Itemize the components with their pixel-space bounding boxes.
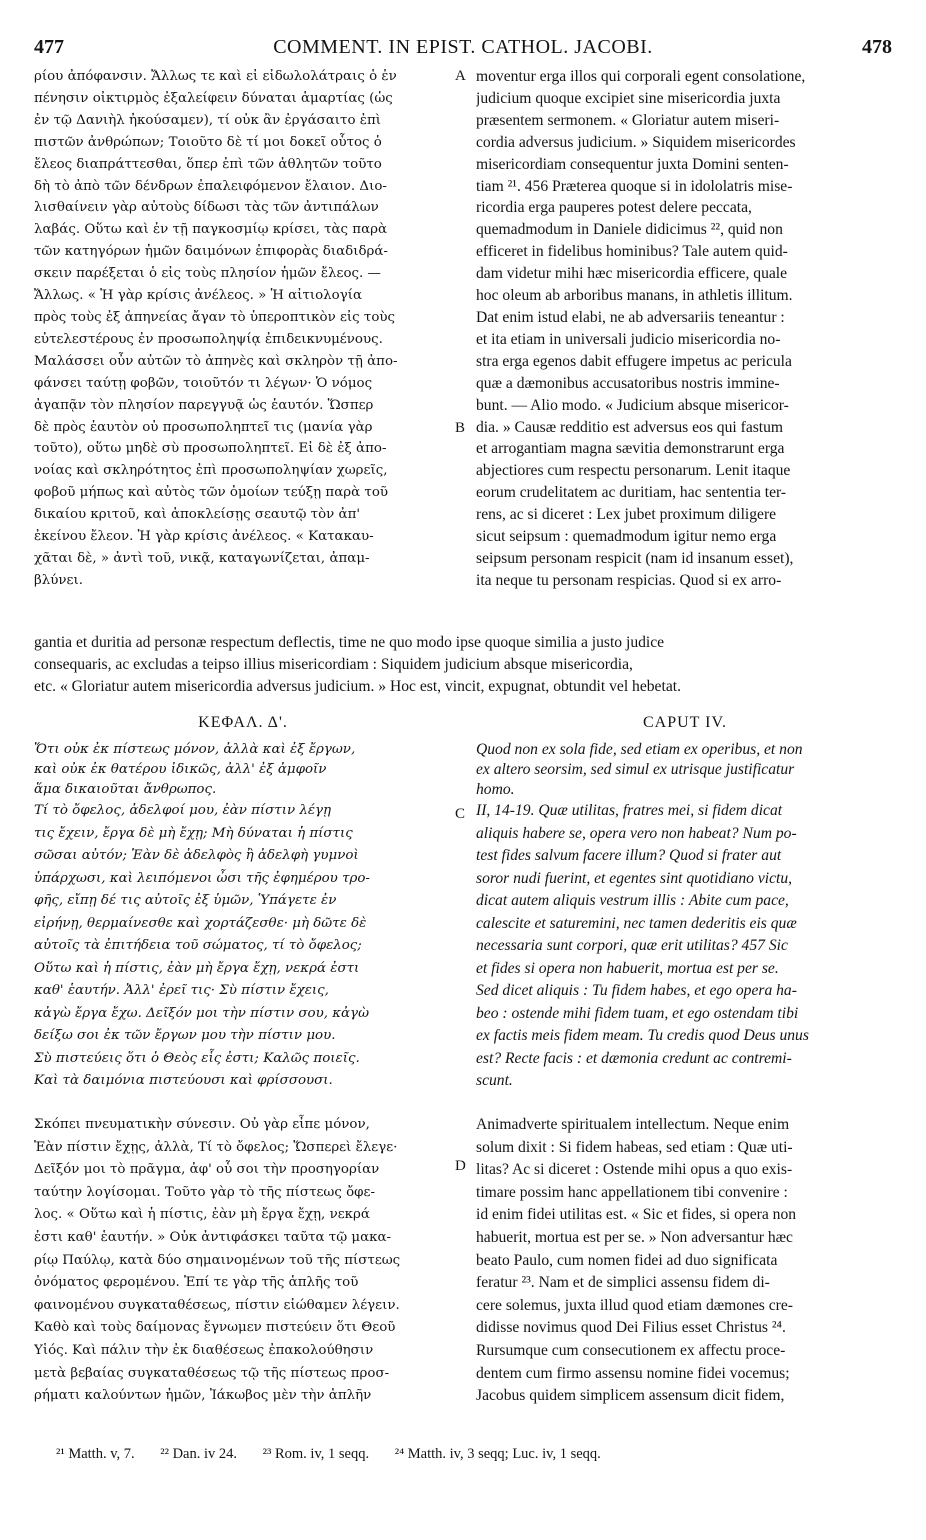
footnote: ²⁴ Matth. iv, 3 seqq; Luc. iv, 1 seqq. — [394, 1446, 601, 1462]
text-line: κἀγὼ ἔργα ἔχω. Δεῖξόν μοι τὴν πίστιν σου, κἀγὼ — [34, 1005, 369, 1021]
text-line: rens, ac si diceret : Lex jubet proximum diligere — [476, 506, 777, 524]
text-line: didisse novimus quod Dei Filius esset Christus ²⁴. — [476, 1319, 786, 1337]
margin-letter-a: A — [455, 68, 466, 84]
text-line: τοῦτο), οὕτω μηδὲ σὺ προσωποληπτεῖ. Εἰ δὲ ἐξ ἀπο- — [34, 441, 387, 457]
text-line: αὐτοῖς τὰ ἐπιτήδεια τοῦ σώματος, τί τὸ ὄφελος; — [34, 938, 362, 953]
text-line: stra erga egenos dabit effugere impetus ac pericula — [476, 352, 792, 370]
footnotes — [56, 1446, 896, 1463]
margin-letter-d: D — [455, 1158, 466, 1174]
text-line: et ita etiam in universali judicio misericordia no- — [476, 330, 781, 348]
text-line: Sed dicet aliquis : Tu fidem habes, et ego opera ha- — [476, 982, 797, 999]
text-line: quæ a dæmonibus accusatoribus nostris immine- — [476, 374, 780, 392]
text-line: Υἱός. Καὶ πάλιν τὴν ἐκ διαθέσεως ἐπακολούθησιν — [34, 1342, 374, 1358]
text-line: et fides si opera non habuerit, mortua est per se. — [476, 959, 779, 977]
running-header — [34, 36, 892, 66]
text-line: Ἐὰν πίστιν ἔχῃς, ἀλλὰ, Τί τὸ ὄφελος; Ὥσπερεὶ ἔλεγε· — [34, 1139, 398, 1155]
text-line: etc. « Gloriatur autem misericordia adversus judicium. » Hoc est, vincit, expugnat, obtundit vel hebetat. — [34, 677, 681, 695]
text-line: ἐστι καθ' ἑαυτήν. » Οὐκ ἀντιφάσκει ταῦτα τῷ μακα- — [34, 1229, 392, 1245]
text-line: timare possim hanc appellationem tibi convenire : — [476, 1183, 788, 1201]
text-line: Σὺ πιστεύεις ὅτι ὁ Θεὸς εἷς ἐστι; Καλῶς ποιεῖς. — [34, 1050, 360, 1066]
footnote: ²¹ Matth. v, 7. — [56, 1446, 135, 1462]
text-line: beato Paulo, cum nomen fidei ad duo significata — [476, 1251, 778, 1269]
greek-commentary-bottom — [34, 1114, 452, 1408]
text-line: Δεῖξόν μοι τὸ πρᾶγμα, ἀφ' οὗ σοι τὴν προσηγορίαν — [34, 1162, 380, 1178]
footnote: ²² Dan. iv 24. — [160, 1446, 238, 1462]
text-line: καθ' ἑαυτήν. Ἀλλ' ἐρεῖ τις· Σὺ πίστιν ἔχεις, — [34, 983, 329, 998]
text-line: Jacobus quidem simplicem assensum dicit fidem, — [476, 1387, 785, 1405]
text-line: dam videtur mihi hæc misericordia efficere, quale — [476, 265, 788, 283]
text-line: πρὸς τοὺς ἐξ ἀπηνείας ἄγαν τὸ ὑπεροπτικὸν εἰς τοὺς — [34, 309, 396, 325]
text-line: cere solemus, juxta illud quod etiam dæmones cre- — [476, 1296, 793, 1314]
text-line: εὐτελεστέρους ἐν προσωποληψίᾳ ἐπιδεικνυμένους. — [34, 331, 383, 347]
text-line: Rursumque cum consecutionem ex affectu proce- — [476, 1341, 786, 1359]
text-line: præsentem sermonem. « Gloriatur autem miseri- — [476, 111, 780, 129]
latin-scripture-text — [476, 800, 894, 1093]
greek-column-top — [34, 66, 452, 592]
text-line: ἐκείνου ἔλεον. Ἡ γὰρ κρίσις ἀνέλεος. « Κατακαυ- — [34, 529, 374, 545]
text-line: sicut seipsum : quemadmodum igitur nemo erga — [476, 528, 777, 546]
text-line: καὶ οὐκ ἐκ θατέρου ἰδικῶς, ἀλλ' ἐξ ἀμφοῖν — [34, 762, 327, 777]
text-line: σῶσαι αὐτόν; Ἐὰν δὲ ἀδελφὸς ἢ ἀδελφὴ γυμνοὶ — [34, 848, 359, 863]
text-line: Quod non ex sola fide, sed etiam ex operibus, et non — [476, 741, 803, 758]
text-line: ρίῳ Παύλῳ, κατὰ δύο σημαινομένων τοῦ τῆς πίστεως — [34, 1252, 401, 1268]
text-line: ἀγαπᾷν τὸν πλησίον παρεγγυᾷ ὡς ἑαυτόν. Ὥσπερ — [34, 397, 374, 413]
text-line: ταύτην λογίσομαι. Τοῦτο γὰρ τὸ τῆς πίστεως ὄφε- — [34, 1184, 375, 1200]
greek-chapter-summary — [34, 740, 452, 800]
footnote: ²³ Rom. iv, 1 seqq. — [262, 1446, 370, 1462]
text-line: est? Recte facis : et dæmonia credunt ac contremi- — [476, 1049, 792, 1067]
text-line: λαβάς. Οὕτω καὶ ἐν τῇ παγκοσμίῳ κρίσει, τὰς παρὰ — [34, 222, 388, 238]
text-line: seipsum personam respicit (nam id insanum esset), — [476, 549, 794, 567]
text-line: φοβοῦ μήπως καὶ αὐτὸς τῶν ὁμοίων τεύξῃ παρὰ τοῦ — [34, 485, 389, 501]
text-line: cordia adversus judicium. » Siquidem misericordes — [476, 133, 796, 151]
text-line: ρίου ἀπόφανσιν. Ἄλλως τε καὶ εἰ εἰδωλολάτραις ὁ ἐν — [34, 69, 397, 84]
text-line: Ὅτι οὐκ ἐκ πίστεως μόνον, ἀλλὰ καὶ ἐξ ἔργων, — [34, 742, 356, 757]
margin-letter-c: C — [455, 806, 466, 822]
text-line: solum dixit : Si fidem habeas, sed etiam : Quæ uti- — [476, 1138, 793, 1156]
margin-letter-b: B — [455, 420, 466, 436]
text-line: calescite et saturemini, nec tamen dederitis eis quæ — [476, 914, 797, 932]
text-line: ὑπάρχωσι, καὶ λειπόμενοι ὦσι τῆς ἐφημέρου τρο- — [34, 870, 370, 886]
text-line: Ἄλλως. « Ἡ γὰρ κρίσις ἀνέλεος. » Ἡ αἰτιολογία — [34, 288, 363, 304]
text-line: Σκόπει πνευματικὴν σύνεσιν. Οὐ γὰρ εἶπε μόνον, — [34, 1117, 370, 1132]
text-line: Καθὸ καὶ τοὺς δαίμονας ἔγνωμεν πιστεύειν ὅτι Θεοῦ — [34, 1320, 396, 1336]
text-line: δικαίου κριτοῦ, καὶ ἀποκλείσῃς σεαυτῷ τὸν ἀπ' — [34, 507, 361, 523]
text-line: δὲ πρὸς ἑαυτὸν οὐ προσωποληπτεῖ τις (μανία γὰρ — [34, 419, 373, 435]
text-line: φαινομένου συγκαταθέσεως, πίστιν εἰώθαμεν λέγειν. — [34, 1297, 400, 1313]
text-line: eorum crudelitatem ac duritiam, hac sententia ter- — [476, 484, 787, 502]
text-line: φάνσει ταύτῃ φοβῶν, τοιοῦτόν τι λέγων· Ὁ νόμος — [34, 375, 373, 391]
text-line: δὴ τὸ ἀπὸ τῶν δένδρων ἐπαλειφόμενον ἔλαιον. Διο- — [34, 178, 387, 194]
running-title: COMMENT. IN EPIST. CATHOL. JACOBI. — [273, 36, 653, 58]
text-line: abjectiores cum respectu personarum. Lenit itaque — [476, 462, 791, 480]
text-line: efficeret in fidelibus hominibus? Tale autem quid- — [476, 243, 788, 261]
text-line: feratur ²³. Nam et de simplici assensu fidem di- — [476, 1274, 770, 1292]
text-line: χᾶται δὲ, » ἀντὶ τοῦ, νικᾷ, καταγωνίζεται, ἀπαμ- — [34, 550, 370, 566]
text-line: II, 14-19. Quæ utilitas, fratres mei, si fidem dicat — [476, 802, 783, 819]
text-line: Μαλάσσει οὖν αὐτῶν τὸ ἀπηνὲς καὶ σκληρὸν τῇ ἀπο- — [34, 353, 398, 369]
latin-chapter-heading: CAPUT IV. — [643, 714, 727, 731]
text-line: ἔλεος διαπράττεσθαι, ὅπερ ἐπὶ τῶν ἀθλητῶν τοῦτο — [34, 156, 382, 172]
latin-fullwidth-paragraph — [34, 632, 892, 698]
text-line: dia. » Causæ redditio est adversus eos qui fastum — [476, 418, 784, 436]
text-line: ρήματι καλούντων ἡμῶν, Ἰάκωβος μὲν τὴν ἁπλῆν — [34, 1388, 372, 1404]
page-number-left: 477 — [34, 36, 64, 58]
text-line: Καὶ τὰ δαιμόνια πιστεύουσι καὶ φρίσσουσι. — [34, 1073, 333, 1088]
text-line: εἰρήνῃ, θερμαίνεσθε καὶ χορτάζεσθε· μὴ δῶτε δὲ — [34, 915, 367, 931]
text-line: μετὰ βεβαίας συγκαταθέσεως τῷ τῆς πίστεως προσ- — [34, 1365, 390, 1381]
text-line: moventur erga illos qui corporali egent consolatione, — [476, 68, 806, 85]
text-line: dentem cum firmo assensu nomine fidei vocemus; — [476, 1364, 790, 1382]
text-line: misericordiam consequentur juxta Domini senten- — [476, 155, 789, 173]
text-line: φῆς, εἴπῃ δέ τις αὐτοῖς ἐξ ὑμῶν, Ὑπάγετε ἐν — [34, 893, 337, 908]
text-line: νοίας καὶ σκληρότητος ἐπὶ προσωποληψίαν χωρεῖς, — [34, 463, 388, 479]
text-line: soror nudi fuerint, et egentes sint quotidiano victu, — [476, 869, 793, 887]
greek-scripture-text — [34, 800, 452, 1093]
text-line: ex factis meis fidem meam. Tu credis quod Deus unus — [476, 1027, 809, 1044]
latin-commentary-bottom — [476, 1114, 894, 1408]
text-line: ex altero seorsim, sed simul ex utrisque justificatur — [476, 761, 795, 778]
text-line: λισθαίνειν γὰρ αὐτοὺς δίδωσι τὰς τῶν ἀντιπάλων — [34, 200, 379, 216]
text-line: ἅμα δικαιοῦται ἄνθρωπος. — [34, 782, 217, 797]
text-line: δείξω σοι ἐκ τῶν ἔργων μου τὴν πίστιν μου. — [34, 1028, 336, 1043]
latin-column-top — [476, 66, 894, 592]
text-line: litas? Ac si diceret : Ostende mihi opus a quo exis- — [476, 1161, 793, 1179]
text-line: aliquis habere se, opera vero non habeat? Num po- — [476, 824, 797, 842]
text-line: scunt. — [476, 1072, 513, 1089]
text-line: bunt. — Alio modo. « Judicium absque misericor- — [476, 396, 789, 414]
text-line: habuerit, mortua est per se. » Non adversantur hæc — [476, 1228, 793, 1246]
text-line: βλύνει. — [34, 572, 83, 588]
text-line: Τί τὸ ὄφελος, ἀδελφοί μου, ἐὰν πίστιν λέγῃ — [34, 803, 332, 818]
text-line: ὀνόματος φερομένου. Ἐπί τε γὰρ τῆς ἁπλῆς τοῦ — [34, 1275, 359, 1291]
page-number-right: 478 — [862, 36, 892, 58]
text-line: tiam ²¹. 456 Præterea quoque si in idololatris mise- — [476, 177, 793, 195]
text-line: test fides salvum facere illum? Quod si frater aut — [476, 847, 782, 864]
text-line: et arrogantiam magna sævitia demonstrarunt erga — [476, 440, 785, 458]
latin-chapter-summary — [476, 740, 894, 800]
text-line: quemadmodum in Daniele didicimus ²², quid non — [476, 221, 783, 239]
text-line: consequaris, ac excludas a teipso illius misericordiam : Siquidem judicium absque misericordia, — [34, 655, 633, 673]
text-line: τις ἔχειν, ἔργα δὲ μὴ ἔχῃ; Μὴ δύναται ἡ πίστις — [34, 825, 353, 841]
text-line: beo : ostende mihi fidem tuam, et ego ostendam tibi — [476, 1004, 799, 1022]
text-line: ita neque tu personam respicias. Quod si ex arro- — [476, 571, 782, 589]
text-line: ἐν τῷ Δανιὴλ ἠκούσαμεν), τί οὐκ ἂν ἐργάσαιτο ἐπὶ — [34, 112, 382, 128]
text-line: id enim fidei utilitas est. « Sic et fides, si opera non — [476, 1206, 797, 1224]
text-line: homo. — [476, 781, 515, 798]
text-line: ricordia erga pauperes potest delere peccata, — [476, 199, 752, 217]
text-line: Dat enim istud elabi, ne ab adversariis teneantur : — [476, 308, 785, 326]
text-line: λος. « Οὕτω καὶ ἡ πίστις, ἐὰν μὴ ἔργα ἔχῃ, νεκρά — [34, 1207, 370, 1223]
text-line: σκειν παρέξεται ὁ εἰς τοὺς πλησίον ἡμῶν ἔλεος. — — [34, 266, 381, 282]
text-line: πιστῶν ἀνθρώπων; Τοιοῦτο δὲ τί μοι δοκεῖ οὗτος ὁ — [34, 134, 382, 150]
text-line: necessaria sunt corpori, quæ erit utilitas? 457 Sic — [476, 937, 788, 954]
text-line: τῶν κατηγόρων ἡμῶν δαιμόνων ἐπιφορὰς διαδιδρά- — [34, 244, 388, 260]
text-line: Οὕτω καὶ ἡ πίστις, ἐὰν μὴ ἔργα ἔχῃ, νεκρά ἐστι — [34, 960, 360, 976]
text-line: dicat autem aliquis vestrum illis : Abite cum pace, — [476, 892, 789, 909]
text-line: hoc oleum ab arboribus manans, in athletis illitum. — [476, 287, 793, 305]
text-line: πένησιν οἰκτιρμὸς ἐξαλείφειν δύναται ἁμαρτίας (ὡς — [34, 90, 393, 106]
text-line: judicium quoque excipiet sine misericordia juxta — [476, 89, 781, 107]
text-line: Animadverte spiritualem intellectum. Neque enim — [476, 1116, 790, 1133]
greek-chapter-heading: ΚΕΦΑΛ. Δ'. — [198, 714, 288, 731]
text-line: gantia et duritia ad personæ respectum deflectis, time ne quo modo ipse quoque similia a justo judice — [34, 634, 665, 651]
